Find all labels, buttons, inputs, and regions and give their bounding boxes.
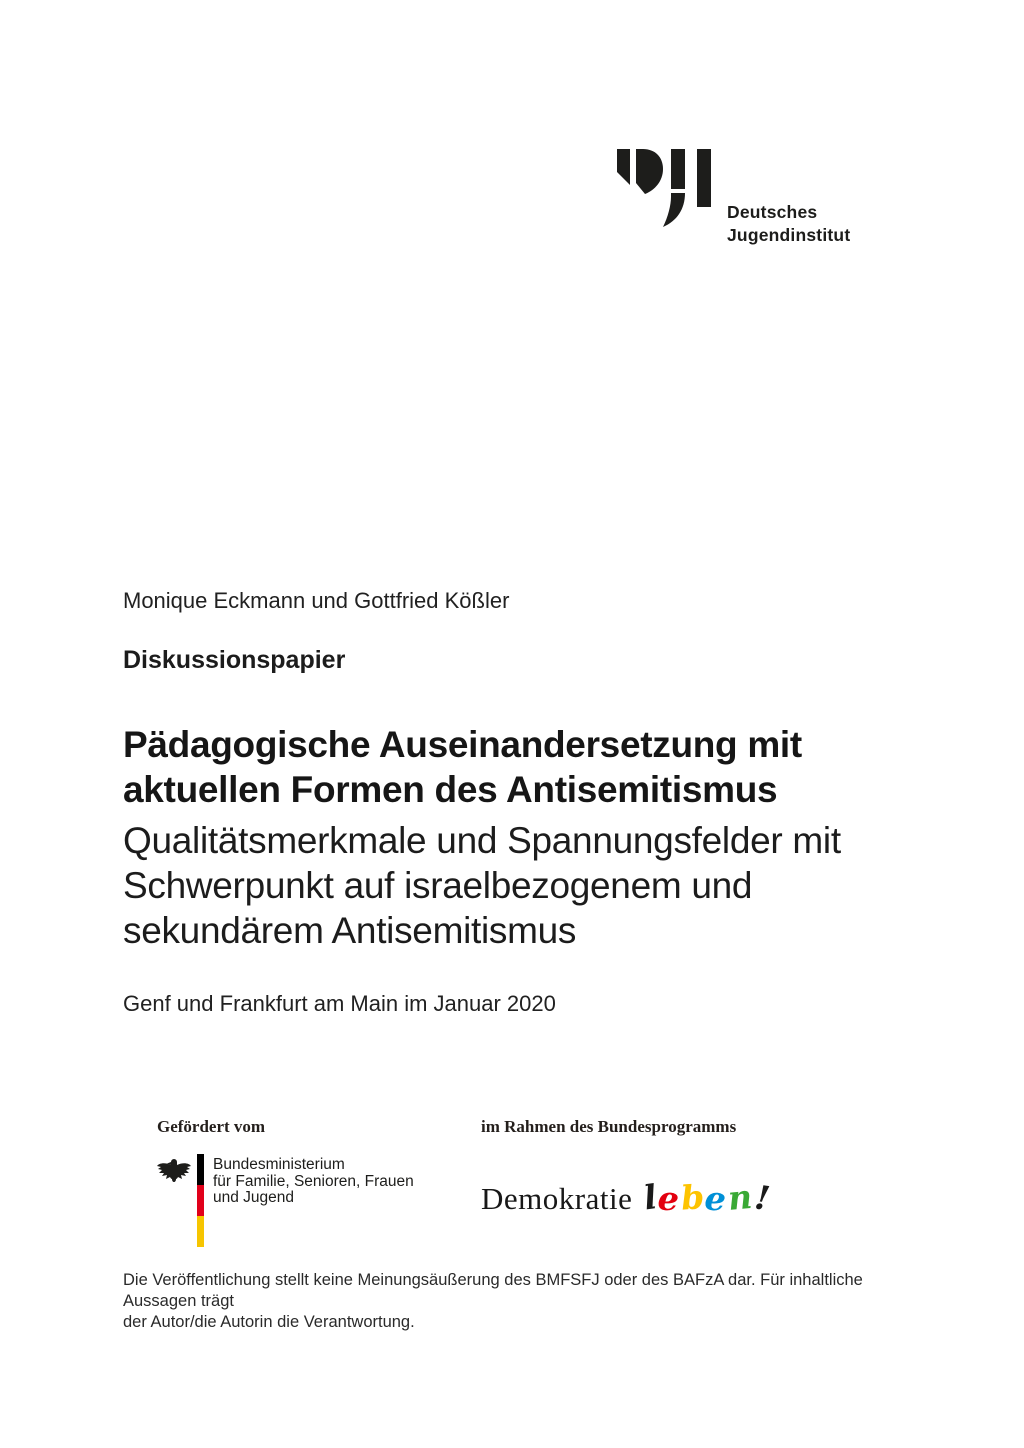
program-letter: e bbox=[703, 1178, 726, 1219]
title-line1: Pädagogische Auseinandersetzung mit bbox=[123, 724, 802, 765]
dji-logo-wordmark bbox=[727, 201, 850, 247]
author-line: Monique Eckmann und Gottfried Kößler bbox=[123, 588, 510, 613]
subtitle-line2: Schwerpunkt auf israelbezogenem und bbox=[123, 865, 753, 906]
title-line2: aktuellen Formen des Antisemitismus bbox=[123, 769, 778, 810]
funded-by-label: Gefördert vom bbox=[157, 1117, 266, 1136]
dji-wordmark-line1: Deutsches bbox=[727, 202, 818, 222]
dji-logo-icon bbox=[617, 149, 713, 231]
program-logo-script-word bbox=[641, 1177, 770, 1219]
flag-black-band bbox=[197, 1154, 204, 1185]
disclaimer-line2: der Autor/die Autorin die Verantwortung. bbox=[123, 1313, 415, 1331]
demokratie-leben-logo bbox=[481, 1177, 770, 1219]
program-letter: l bbox=[641, 1177, 657, 1218]
subtitle-line3: sekundärem Antisemitismus bbox=[123, 910, 577, 951]
program-letter: n bbox=[726, 1177, 751, 1218]
subtitle-line1: Qualitätsmerkmale und Spannungsfelder mit bbox=[123, 820, 841, 861]
document-type-label: Diskussionspapier bbox=[123, 646, 346, 674]
document-subtitle bbox=[123, 818, 841, 953]
program-letter: b bbox=[679, 1177, 703, 1218]
ministry-line3: und Jugend bbox=[213, 1189, 295, 1206]
flag-gold-band bbox=[197, 1216, 204, 1247]
document-title bbox=[123, 722, 802, 812]
dji-wordmark-line2: Jugendinstitut bbox=[727, 225, 851, 245]
ministry-line1: Bundesministerium bbox=[213, 1156, 345, 1173]
program-logo-word: Demokratie bbox=[481, 1181, 633, 1216]
ministry-line2: für Familie, Senioren, Frauen bbox=[213, 1172, 414, 1190]
german-flag-stripe bbox=[197, 1154, 204, 1247]
ministry-logo-text bbox=[213, 1157, 414, 1207]
program-letter: e bbox=[656, 1178, 678, 1219]
disclaimer-text bbox=[123, 1270, 923, 1333]
federal-eagle-icon bbox=[156, 1155, 192, 1193]
program-letter: ! bbox=[752, 1177, 770, 1218]
place-date-line: Genf und Frankfurt am Main im Januar 2020 bbox=[123, 991, 556, 1016]
disclaimer-line1: Die Veröffentlichung stellt keine Meinungsäußerung des BMFSFJ oder des BAFzA dar. Für inhaltliche Aussagen trägt bbox=[123, 1271, 863, 1310]
flag-red-band bbox=[197, 1185, 204, 1216]
program-context-label: im Rahmen des Bundesprogramms bbox=[481, 1117, 737, 1136]
